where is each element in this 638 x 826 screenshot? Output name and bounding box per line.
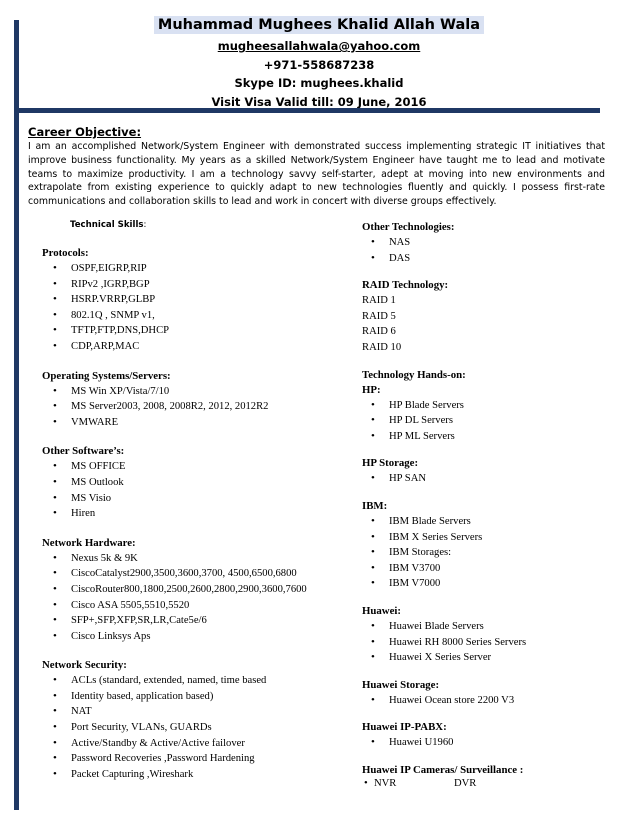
list-item: • IBM X Series Servers <box>362 530 612 546</box>
objective-title: Career Objective: <box>28 125 142 139</box>
candidate-name: Muhammad Mughees Khalid Allah Wala <box>154 16 484 34</box>
list-item: • Huawei Blade Servers <box>362 619 612 635</box>
list-item: RAID 1 <box>362 295 396 307</box>
list-item: • TFTP,FTP,DNS,DHCP <box>42 323 342 339</box>
list-item: • HP ML Servers <box>362 429 612 445</box>
list-item: • ACLs (standard, extended, named, time based <box>42 673 342 689</box>
huawei-list <box>362 619 612 666</box>
header-divider <box>14 108 600 113</box>
list-item: • NAS <box>362 235 612 251</box>
section-title-network-security: Network Security: <box>42 659 127 672</box>
section-title-protocols: Protocols: <box>42 247 89 259</box>
list-item: • CiscoRouter800,1800,2500,2600,2800,2900,3600,7600 <box>42 582 342 598</box>
right-column <box>362 220 612 789</box>
list-item: • IBM Blade Servers <box>362 514 612 530</box>
list-item: • MS Outlook <box>42 475 342 491</box>
list-item: • Hiren <box>42 506 342 522</box>
list-item: • HP DL Servers <box>362 413 612 429</box>
list-item: • Packet Capturing ,Wireshark <box>42 767 342 783</box>
other-technologies-list <box>362 235 612 266</box>
list-item: • IBM Storages: <box>362 545 612 561</box>
list-item: • SFP+,SFP,XFP,SR,LR,Cate5e/6 <box>42 613 342 629</box>
list-item: • Huawei RH 8000 Series Servers <box>362 635 612 651</box>
section-title-hp-storage: HP Storage: <box>362 457 419 470</box>
list-item: • MS Win XP/Vista/7/10 <box>42 384 342 400</box>
network-hardware-list <box>42 551 342 645</box>
list-item: RAID 6 <box>362 326 396 338</box>
list-item: • CDP,ARP,MAC <box>42 339 342 355</box>
section-title-network-hardware: Network Hardware: <box>42 536 136 549</box>
list-item: • CiscoCatalyst2900,3500,3600,3700, 4500,6500,6800 <box>42 566 342 582</box>
list-item: • MS Visio <box>42 491 342 507</box>
hp-list <box>362 398 612 445</box>
career-objective <box>28 125 605 209</box>
list-item: • IBM V7000 <box>362 576 612 592</box>
resume-header <box>0 14 638 111</box>
list-item: • Active/Standby & Active/Active failover <box>42 736 342 752</box>
phone-number: +971-558687238 <box>263 57 375 72</box>
list-item: • DAS <box>362 251 612 267</box>
list-item: • Password Recoveries ,Password Hardening <box>42 751 342 767</box>
section-title-huawei-cameras: Huawei IP Cameras/ Surveillance : <box>362 763 524 776</box>
list-item: • HSRP.VRRP,GLBP <box>42 292 342 308</box>
list-item: RAID 5 <box>362 310 396 322</box>
skype-id: Skype ID: mughees.khalid <box>234 76 404 90</box>
list-item: • HP Blade Servers <box>362 398 612 414</box>
section-title-huawei: Huawei: <box>362 604 401 617</box>
objective-text: I am an accomplished Network/System Engineer with demonstrated success implementing strategic IT initiatives that improve business functionality. My years as a skilled Network/System Engineer have taught me to lead and motivate teams to maximize productivity. I am a technology savvy self-starter, adept at moving into new environments and extrapolate from existing experience to quickly adapt to new technologies fluently and quickly. I possess first-rate communications and collaboration skills to lead and work in concert with diverse groups effectively. <box>28 141 605 208</box>
list-item: • MS OFFICE <box>42 459 342 475</box>
visa-status: Visit Visa Valid till: 09 June, 2016 <box>211 94 427 109</box>
list-item-nvr: • NVR <box>362 778 454 789</box>
section-title-ibm: IBM: <box>362 499 388 512</box>
section-title-other-software: Other Software’s: <box>42 445 125 458</box>
left-column <box>42 218 342 782</box>
ibm-list <box>362 514 612 592</box>
list-item: RAID 10 <box>362 341 402 353</box>
list-item: • MS Server2003, 2008, 2008R2, 2012, 2012R2 <box>42 399 342 415</box>
network-security-list <box>42 673 342 782</box>
section-title-hands-on: Technology Hands-on: <box>362 368 466 381</box>
list-item: • VMWARE <box>42 415 342 431</box>
list-item: • 802.1Q , SNMP v1, <box>42 308 342 324</box>
technical-skills-title: Technical Skills: <box>70 220 147 230</box>
section-title-huawei-pabx: Huawei IP-PABX: <box>362 721 447 734</box>
list-item: • OSPF,EIGRP,RIP <box>42 261 342 277</box>
section-title-huawei-storage: Huawei Storage: <box>362 678 440 691</box>
list-item: • Identity based, application based) <box>42 689 342 705</box>
list-item-dvr: DVR <box>454 777 477 789</box>
list-item: • Port Security, VLANs, GUARDs <box>42 720 342 736</box>
section-title-hp: HP: <box>362 383 381 396</box>
list-item: • Huawei Ocean store 2200 V3 <box>362 693 612 709</box>
list-item: • HP SAN <box>362 471 612 487</box>
list-item: • Huawei X Series Server <box>362 650 612 666</box>
list-item: • Huawei U1960 <box>362 735 612 751</box>
list-item: • Cisco Linksys Aps <box>42 629 342 645</box>
list-item: • Nexus 5k & 9K <box>42 551 342 567</box>
huawei-cameras-row <box>362 778 612 789</box>
huawei-pabx-list <box>362 735 612 751</box>
list-item: • RIPv2 ,IGRP,BGP <box>42 277 342 293</box>
huawei-storage-list <box>362 693 612 709</box>
section-title-operating-systems: Operating Systems/Servers: <box>42 369 171 382</box>
list-item: • IBM V3700 <box>362 561 612 577</box>
other-software-list <box>42 459 342 521</box>
section-title-other-technologies: Other Technologies: <box>362 221 455 233</box>
list-item: • NAT <box>42 704 342 720</box>
raid-list <box>362 293 612 355</box>
operating-systems-list <box>42 384 342 431</box>
protocols-list <box>42 261 342 355</box>
email-link[interactable]: mugheesallahwala@yahoo.com <box>217 39 421 53</box>
list-item: • Cisco ASA 5505,5510,5520 <box>42 598 342 614</box>
hp-storage-list <box>362 471 612 487</box>
section-title-raid: RAID Technology: <box>362 279 449 292</box>
left-accent-bar <box>14 20 19 810</box>
